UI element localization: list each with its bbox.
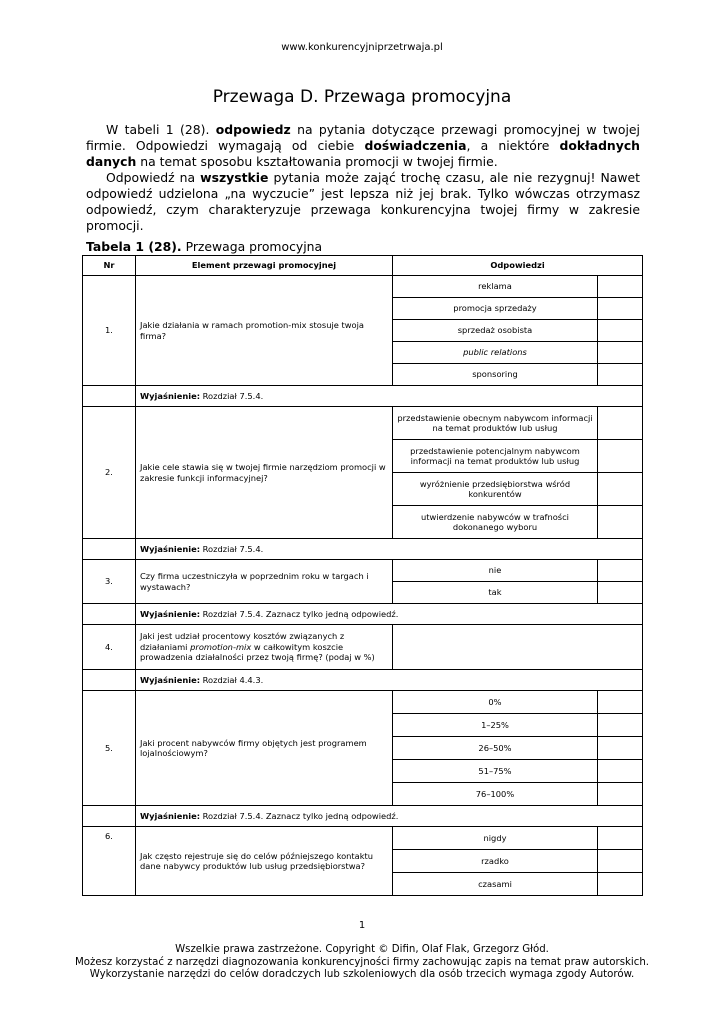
answer-checkbox[interactable] xyxy=(598,560,643,582)
answer-checkbox[interactable] xyxy=(598,873,643,896)
copyright-line: Wszelkie prawa zastrzeżone. Copyright © Difin, Olaf Flak, Grzegorz Głód. xyxy=(175,944,549,955)
table-row xyxy=(83,691,643,714)
answer-option: public relations xyxy=(393,342,598,364)
intro-text xyxy=(86,122,640,234)
answer-checkbox[interactable] xyxy=(598,760,643,783)
answer-input-cell[interactable] xyxy=(393,625,643,670)
intro-paragraph-1 xyxy=(86,122,640,170)
answer-option: 51–75% xyxy=(393,760,598,783)
answer-checkbox[interactable] xyxy=(598,440,643,473)
answer-option: sprzedaż osobista xyxy=(393,320,598,342)
intro-text-part: na temat sposobu kształtowania promocji w twojej firmie. xyxy=(136,154,498,169)
intro-emphasis: doświadczenia xyxy=(364,138,467,153)
row-number: 1. xyxy=(83,276,136,386)
explanation-label: Wyjaśnienie: xyxy=(140,674,201,685)
question-text: Jaki procent nabywców firmy objętych jest programem lojalnościowym? xyxy=(136,691,393,806)
explanation-value: Rozdział 7.5.4. Zaznacz tylko jedną odpowiedź. xyxy=(200,810,399,821)
question-text: Jakie działania w ramach promotion-mix stosuje twoja firma? xyxy=(136,276,393,386)
spacer-cell xyxy=(83,539,136,560)
table-row xyxy=(83,407,643,440)
intro-emphasis: wszystkie xyxy=(200,170,269,185)
table-row xyxy=(83,625,643,670)
explanation-label: Wyjaśnienie: xyxy=(140,608,201,619)
answer-option: reklama xyxy=(393,276,598,298)
explanation-text xyxy=(136,670,643,691)
page-number: 1 xyxy=(358,920,366,931)
answer-checkbox[interactable] xyxy=(598,827,643,850)
answer-checkbox[interactable] xyxy=(598,364,643,386)
answer-option: nie xyxy=(393,560,598,582)
answer-option: rzadko xyxy=(393,850,598,873)
question-text: Jakie cele stawia się w twojej firmie narzędziom promocji w zakresie funkcji informacyjnej? xyxy=(136,407,393,539)
spacer-cell xyxy=(83,670,136,691)
intro-emphasis: odpowiedz xyxy=(215,122,291,137)
answer-checkbox[interactable] xyxy=(598,737,643,760)
spacer-cell xyxy=(83,604,136,625)
explanation-row xyxy=(83,386,643,407)
answer-checkbox[interactable] xyxy=(598,783,643,806)
explanation-label: Wyjaśnienie: xyxy=(140,810,201,821)
answer-option: czasami xyxy=(393,873,598,896)
explanation-label: Wyjaśnienie: xyxy=(140,543,201,554)
explanation-value: Rozdział 7.5.4. Zaznacz tylko jedną odpowiedź. xyxy=(200,608,399,619)
intro-text-part: , a niektóre xyxy=(466,138,560,153)
answer-checkbox[interactable] xyxy=(598,506,643,539)
answer-checkbox[interactable] xyxy=(598,407,643,440)
question-text xyxy=(136,625,393,670)
answer-option: wyróżnienie przedsiębiorstwa wśród konkurentów xyxy=(393,473,598,506)
explanation-row xyxy=(83,670,643,691)
row-number: 2. xyxy=(83,407,136,539)
explanation-label: Wyjaśnienie: xyxy=(140,390,201,401)
question-text-part: w całkowitym koszcie prowadzenia działalności przez twoją firmę? (podaj w %) xyxy=(140,641,375,663)
answer-option: tak xyxy=(393,582,598,604)
answer-checkbox[interactable] xyxy=(598,342,643,364)
answer-option: przedstawienie potencjalnym nabywcom informacji na temat produktów lub usług xyxy=(393,440,598,473)
answer-option: promocja sprzedaży xyxy=(393,298,598,320)
table-row xyxy=(83,560,643,582)
question-text-part: Jaki jest udział procentowy kosztów związanych z działaniami xyxy=(140,631,345,652)
row-number: 3. xyxy=(83,560,136,604)
usage-line: Możesz korzystać z narzędzi diagnozowania konkurencyjności firmy zachowując zapis na temat praw autorskich. xyxy=(74,956,650,968)
answer-option: 0% xyxy=(393,691,598,714)
answer-checkbox[interactable] xyxy=(598,320,643,342)
intro-text-part: na pytania dotyczące przewagi promocyjnej w twojej firmie. Odpowiedzi wymagają od ciebie xyxy=(86,122,640,153)
explanation-value: Rozdział 4.4.3. xyxy=(200,674,264,685)
explanation-row xyxy=(83,539,643,560)
answer-checkbox[interactable] xyxy=(598,473,643,506)
answer-option: sponsoring xyxy=(393,364,598,386)
explanation-row xyxy=(83,806,643,827)
answer-option: 1–25% xyxy=(393,714,598,737)
explanation-value: Rozdział 7.5.4. xyxy=(200,390,264,401)
answer-checkbox[interactable] xyxy=(598,714,643,737)
explanation-text xyxy=(136,539,643,560)
table-row xyxy=(83,827,643,850)
answer-option: przedstawienie obecnym nabywcom informacji na temat produktów lub usług xyxy=(393,407,598,440)
promotion-advantage-table xyxy=(82,255,643,896)
row-number: 6. xyxy=(83,827,136,896)
table-caption xyxy=(86,239,322,254)
page-title: Przewaga D. Przewaga promocyjna xyxy=(212,87,512,107)
row-number: 4. xyxy=(83,625,136,670)
intro-text-part: W tabeli 1 (28). xyxy=(106,122,216,137)
row-number: 5. xyxy=(83,691,136,806)
intro-text-part: pytania może zająć trochę czasu, ale nie rezygnuj! Nawet odpowiedź udzielona „na wyczucie” jest lepsza niż jej brak. Tylko wówczas otrzymasz odpowiedź, czym charakteryzuje przewaga konkurencyjna twojej firmy w zakresie promocji. xyxy=(86,170,640,233)
table-header-row xyxy=(83,256,643,276)
explanation-value: Rozdział 7.5.4. xyxy=(200,543,264,554)
explanation-row xyxy=(83,604,643,625)
header-nr: Nr xyxy=(83,256,136,276)
table-caption-title: Przewaga promocyjna xyxy=(181,239,323,254)
question-text: Czy firma uczestniczyła w poprzednim roku w targach i wystawach? xyxy=(136,560,393,604)
header-element: Element przewagi promocyjnej xyxy=(136,256,393,276)
answer-checkbox[interactable] xyxy=(598,298,643,320)
table-row xyxy=(83,276,643,298)
header-answers: Odpowiedzi xyxy=(393,256,643,276)
intro-text-part: Odpowiedź na xyxy=(106,170,201,185)
answer-checkbox[interactable] xyxy=(598,276,643,298)
answer-option: 26–50% xyxy=(393,737,598,760)
answer-option: utwierdzenie nabywców w trafności dokonanego wyboru xyxy=(393,506,598,539)
question-text: Jak często rejestruje się do celów późniejszego kontaktu dane nabywcy produktów lub usług przedsiębiorstwa? xyxy=(136,827,393,896)
answer-option: nigdy xyxy=(393,827,598,850)
explanation-text xyxy=(136,386,643,407)
spacer-cell xyxy=(83,386,136,407)
explanation-text xyxy=(136,604,643,625)
intro-emphasis: dokładnych danych xyxy=(86,138,640,169)
answer-checkbox[interactable] xyxy=(598,850,643,873)
answer-checkbox[interactable] xyxy=(598,582,643,604)
consent-line: Wykorzystanie narzędzi do celów doradczych lub szkoleniowych dla osób trzecich wymaga zgody Autorów. xyxy=(89,969,635,980)
answer-option: 76–100% xyxy=(393,783,598,806)
intro-paragraph-2 xyxy=(86,170,640,234)
answer-checkbox[interactable] xyxy=(598,691,643,714)
explanation-text xyxy=(136,806,643,827)
question-text-part: promotion-mix xyxy=(190,641,252,652)
table-caption-number: Tabela 1 (28). xyxy=(86,239,182,254)
copyright-footer xyxy=(0,944,724,982)
spacer-cell xyxy=(83,806,136,827)
site-url: www.konkurencyjniprzetrwaja.pl xyxy=(281,42,443,53)
